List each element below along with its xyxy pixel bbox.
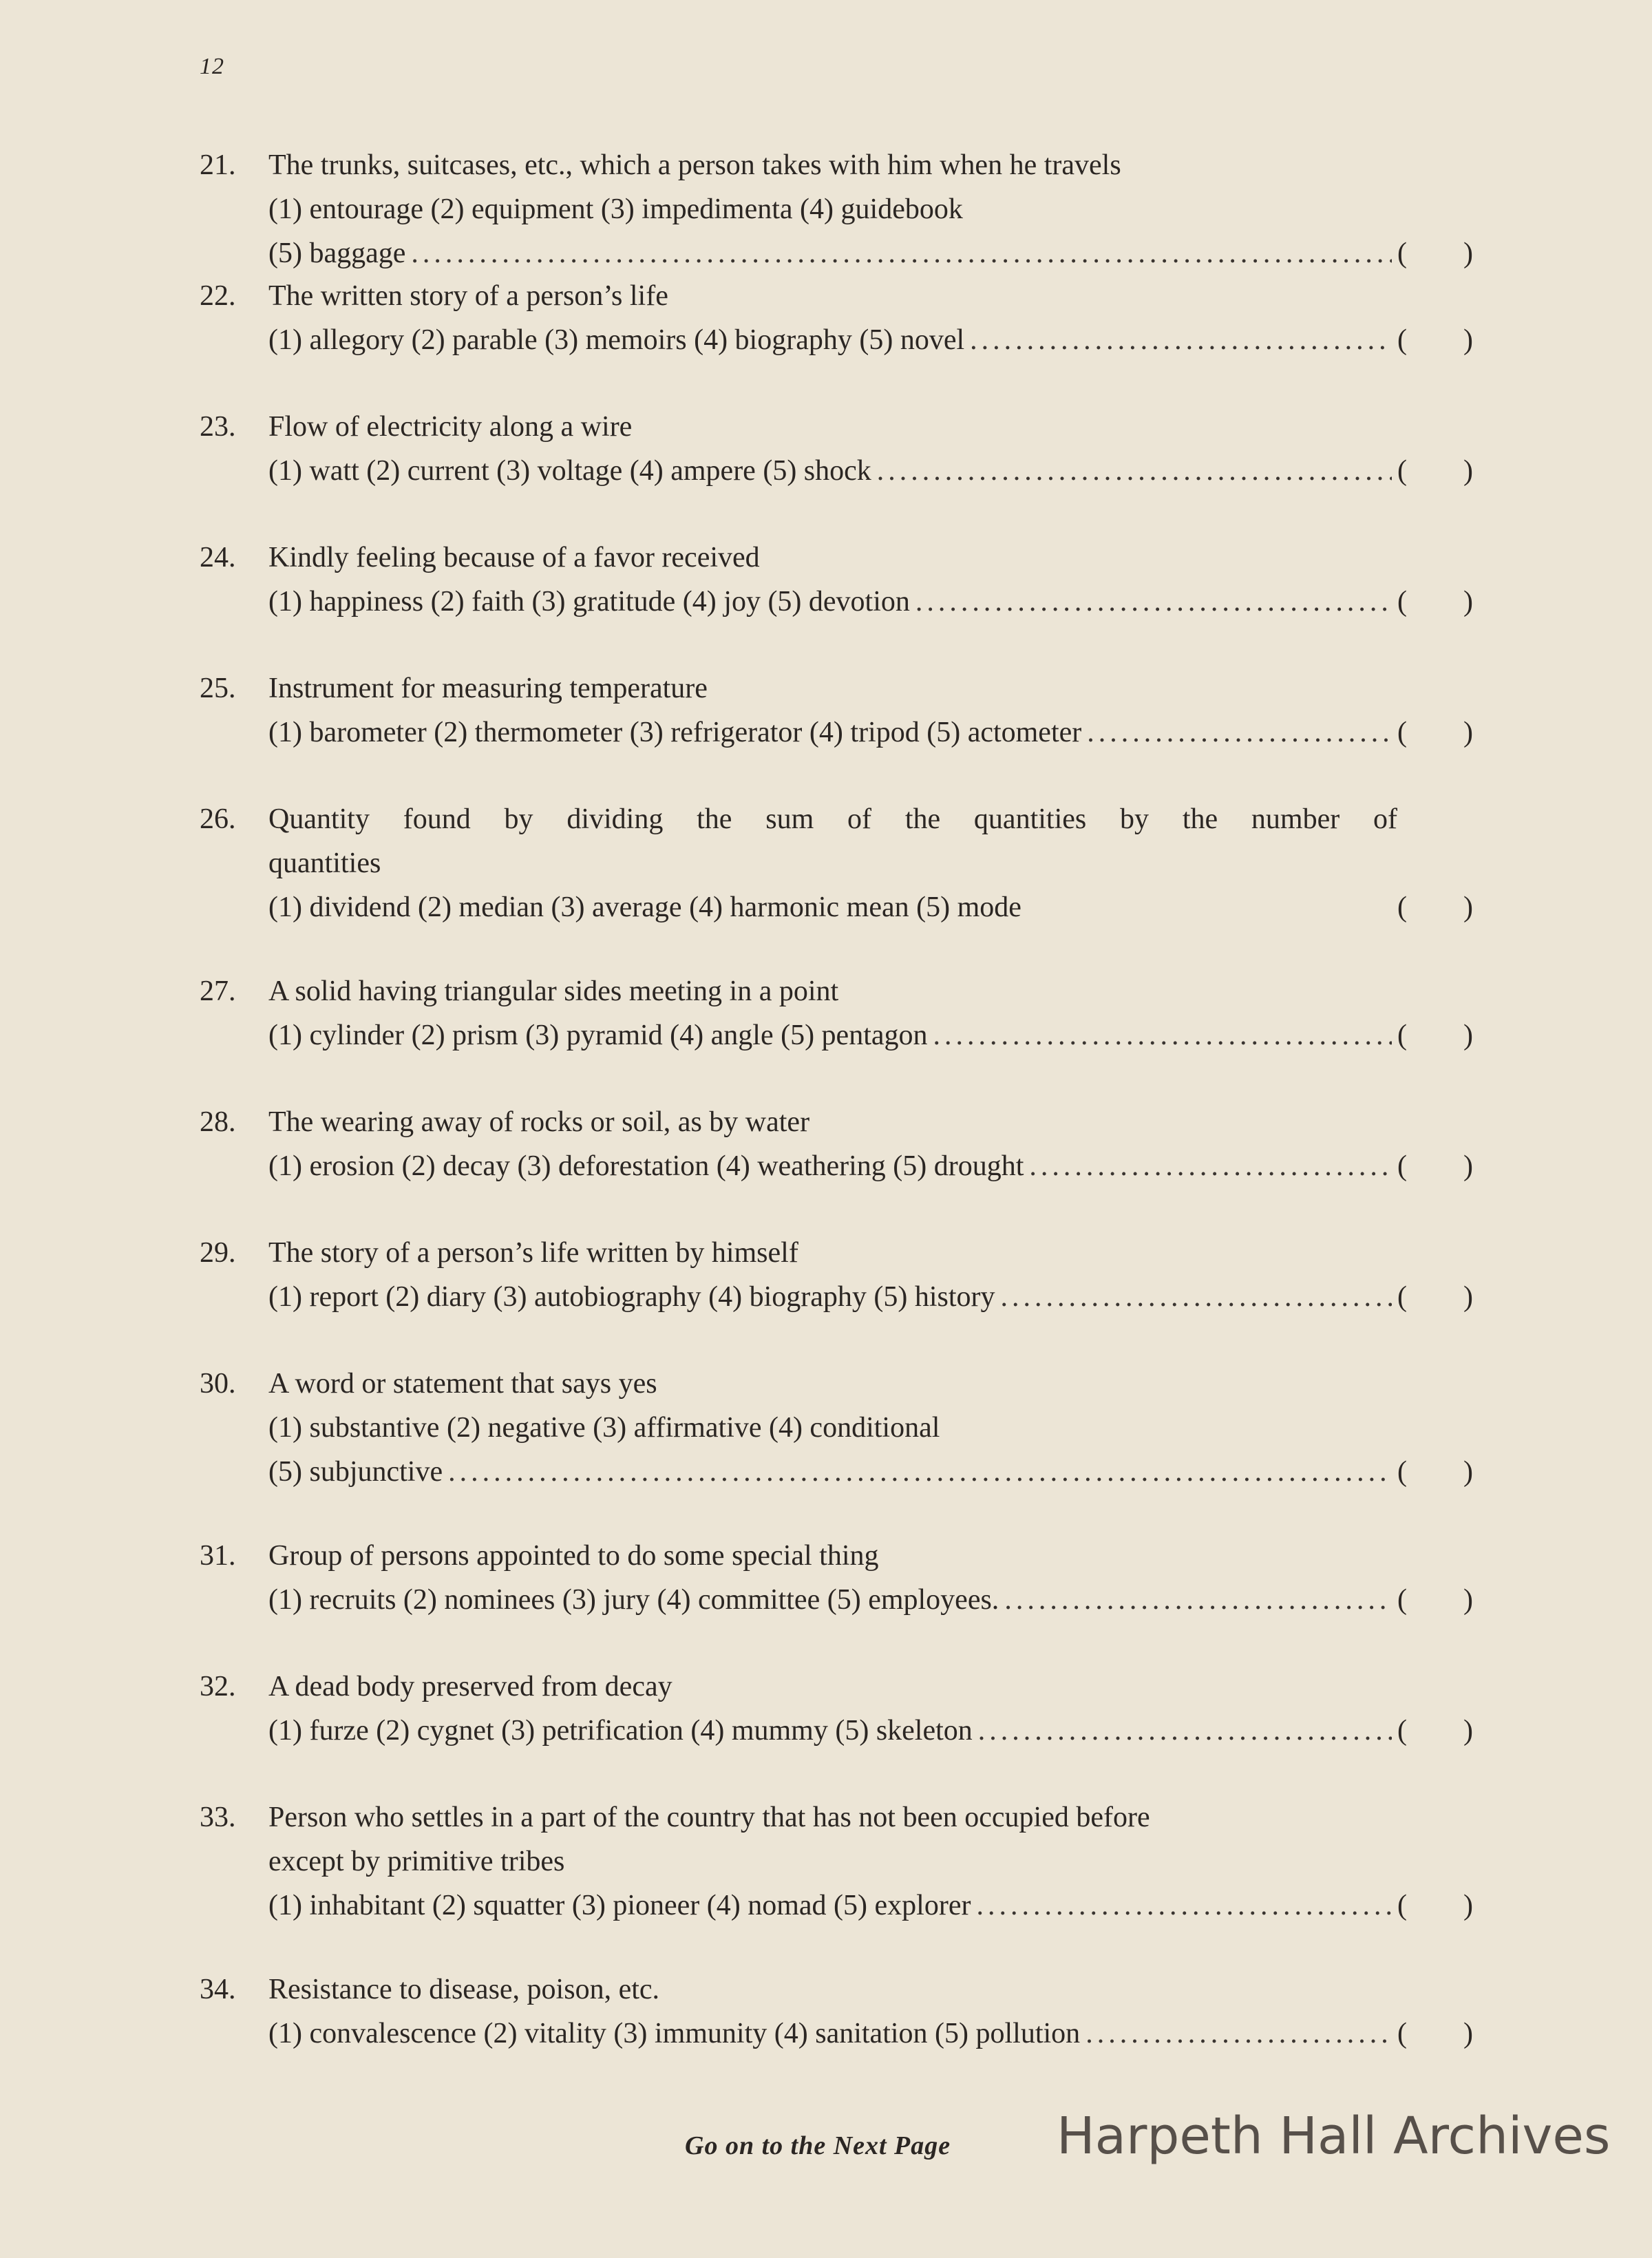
question-22 — [200, 274, 1473, 405]
answer-blank[interactable]: ( ) — [1397, 2018, 1473, 2049]
question-number: 25. — [200, 673, 236, 704]
question-24 — [200, 536, 1473, 666]
question-definition: The written story of a person’s life — [268, 280, 668, 312]
question-definition: The wearing away of rocks or soil, as by water — [268, 1106, 810, 1138]
dot-leader — [1004, 1578, 1392, 1622]
dot-leader — [970, 318, 1392, 362]
question-definition: Person who settles in a part of the country that has not been occupied before — [268, 1802, 1150, 1833]
question-31 — [200, 1534, 1473, 1665]
dot-leader — [933, 1013, 1392, 1057]
question-definition: Instrument for measuring temperature — [268, 673, 708, 704]
question-definition: The story of a person’s life written by himself — [268, 1237, 798, 1269]
question-number: 27. — [200, 975, 236, 1007]
question-definition: Group of persons appointed to do some special thing — [268, 1540, 879, 1572]
dot-leader — [1087, 710, 1392, 755]
answer-options: (1) watt (2) current (3) voltage (4) ampere (5) shock — [268, 455, 871, 487]
question-definition: Quantity found by dividing the sum of the quantities by the number of — [268, 803, 1397, 835]
answer-options: (1) cylinder (2) prism (3) pyramid (4) angle (5) pentagon — [268, 1020, 928, 1051]
question-number: 24. — [200, 542, 236, 573]
answer-blank[interactable]: ( ) — [1397, 1715, 1473, 1747]
question-28 — [200, 1100, 1473, 1231]
answer-blank[interactable]: ( ) — [1397, 324, 1473, 356]
answer-blank[interactable]: ( ) — [1397, 891, 1473, 923]
question-definition: Kindly feeling because of a favor received — [268, 542, 760, 573]
question-26 — [200, 797, 1473, 969]
question-definition: Resistance to disease, poison, etc. — [268, 1974, 660, 2005]
answer-options: (1) substantive (2) negative (3) affirmative (4) conditional — [268, 1412, 940, 1444]
answer-blank[interactable]: ( ) — [1397, 1456, 1473, 1488]
answer-blank[interactable]: ( ) — [1397, 1584, 1473, 1616]
question-27 — [200, 969, 1473, 1100]
question-number: 28. — [200, 1106, 236, 1138]
dot-leader — [915, 580, 1392, 624]
dot-leader — [877, 449, 1392, 493]
answer-options: (1) inhabitant (2) squatter (3) pioneer (4) nomad (5) explorer — [268, 1890, 971, 1921]
answer-blank[interactable]: ( ) — [1397, 717, 1473, 748]
answer-blank[interactable]: ( ) — [1397, 1281, 1473, 1313]
question-definition: A solid having triangular sides meeting in a point — [268, 975, 839, 1007]
answer-options: (1) convalescence (2) vitality (3) immunity (4) sanitation (5) pollution — [268, 2018, 1081, 2049]
question-30 — [200, 1362, 1473, 1534]
question-32 — [200, 1665, 1473, 1795]
question-number: 31. — [200, 1540, 236, 1572]
question-number: 32. — [200, 1671, 236, 1702]
question-list — [200, 143, 1473, 2098]
question-29 — [200, 1231, 1473, 1362]
question-definition-continued: quantities — [268, 847, 381, 879]
page-number: 12 — [200, 54, 224, 79]
answer-options: (1) entourage (2) equipment (3) impedimenta (4) guidebook — [268, 193, 963, 225]
question-definition-continued: except by primitive tribes — [268, 1846, 565, 1877]
answer-options: (1) dividend (2) median (3) average (4) harmonic mean (5) mode — [268, 891, 1021, 923]
next-page-instruction: Go on to the Next Page — [685, 2131, 951, 2160]
dot-leader — [976, 1884, 1392, 1928]
dot-leader — [978, 1709, 1392, 1753]
question-number: 21. — [200, 149, 236, 181]
answer-options: (1) recruits (2) nominees (3) jury (4) committee (5) employees. — [268, 1584, 999, 1616]
question-21 — [200, 143, 1473, 274]
answer-options: (1) happiness (2) faith (3) gratitude (4) joy (5) devotion — [268, 586, 910, 618]
answer-options: (1) erosion (2) decay (3) deforestation (4) weathering (5) drought — [268, 1150, 1024, 1182]
archive-watermark: Harpeth Hall Archives — [1057, 2107, 1611, 2166]
question-definition: A dead body preserved from decay — [268, 1671, 673, 1702]
answer-blank[interactable]: ( ) — [1397, 586, 1473, 618]
answer-options: (1) allegory (2) parable (3) memoirs (4) biography (5) novel — [268, 324, 965, 356]
answer-blank[interactable]: ( ) — [1397, 238, 1473, 269]
question-25 — [200, 666, 1473, 797]
dot-leader — [411, 231, 1392, 275]
dot-leader — [1001, 1275, 1392, 1319]
question-number: 22. — [200, 280, 236, 312]
answer-blank[interactable]: ( ) — [1397, 1150, 1473, 1182]
question-number: 34. — [200, 1974, 236, 2005]
question-23 — [200, 405, 1473, 536]
answer-options: (5) subjunctive — [268, 1456, 443, 1488]
question-number: 29. — [200, 1237, 236, 1269]
answer-blank[interactable]: ( ) — [1397, 1890, 1473, 1921]
question-33 — [200, 1795, 1473, 1967]
question-number: 33. — [200, 1802, 236, 1833]
question-number: 30. — [200, 1368, 236, 1400]
dot-leader — [448, 1450, 1392, 1494]
answer-options: (1) report (2) diary (3) autobiography (4) biography (5) history — [268, 1281, 995, 1313]
question-definition: A word or statement that says yes — [268, 1368, 657, 1400]
dot-leader — [1029, 1144, 1392, 1188]
dot-leader — [1086, 2012, 1392, 2056]
answer-blank[interactable]: ( ) — [1397, 1020, 1473, 1051]
question-34 — [200, 1967, 1473, 2098]
answer-options: (5) baggage — [268, 238, 406, 269]
question-number: 23. — [200, 411, 236, 443]
question-number: 26. — [200, 803, 236, 835]
question-definition: The trunks, suitcases, etc., which a person takes with him when he travels — [268, 149, 1121, 181]
answer-options: (1) barometer (2) thermometer (3) refrigerator (4) tripod (5) actometer — [268, 717, 1082, 748]
question-definition: Flow of electricity along a wire — [268, 411, 633, 443]
answer-blank[interactable]: ( ) — [1397, 455, 1473, 487]
answer-options: (1) furze (2) cygnet (3) petrification (4) mummy (5) skeleton — [268, 1715, 973, 1747]
